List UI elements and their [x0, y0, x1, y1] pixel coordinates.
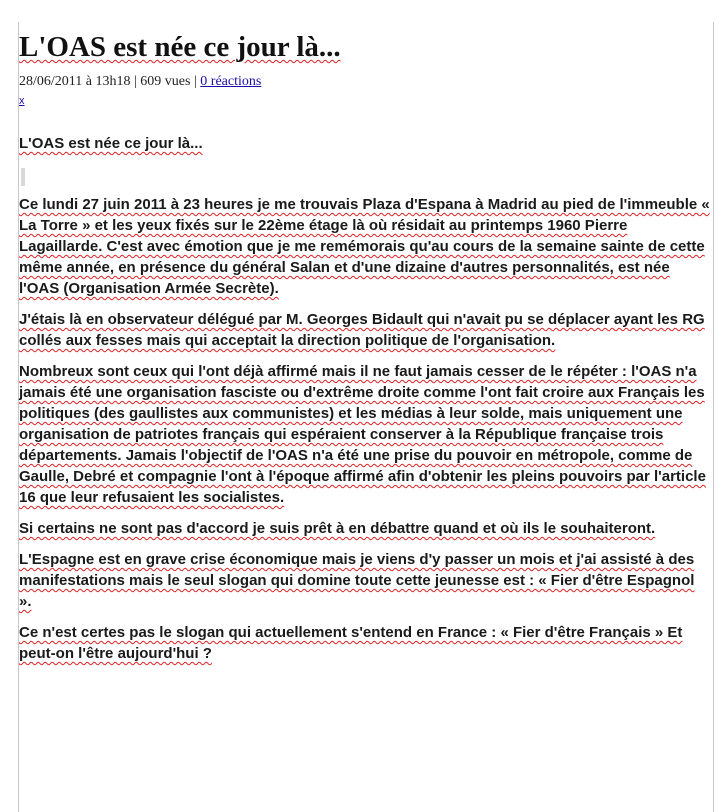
- article-headline-text: L'OAS est née ce jour là...: [19, 135, 203, 152]
- article: [19, 28, 711, 674]
- paragraph: [19, 361, 711, 508]
- paragraph: [19, 549, 711, 612]
- article-body[interactable]: [19, 133, 711, 664]
- paragraph: [19, 622, 711, 664]
- article-title: [19, 28, 711, 66]
- article-views: 609 vues: [140, 74, 191, 89]
- paragraph: [19, 518, 711, 539]
- reactions-link[interactable]: 0 réactions: [200, 74, 262, 89]
- paragraph-text: Ce n'est certes pas le slogan qui actuellement s'entend en France : « Fier d'être Français » Et peut-on l'être aujourd'hui ?: [19, 624, 683, 662]
- paragraph: [19, 309, 711, 351]
- paragraph: [19, 194, 711, 299]
- paragraph-text: Si certains ne sont pas d'accord je suis prêt à en débattre quand et où ils le souhaiteront.: [19, 520, 656, 537]
- meta-separator: |: [133, 74, 141, 89]
- article-date: 28/06/2011 à 13h18: [19, 74, 131, 89]
- paragraph-text: Ce lundi 27 juin 2011 à 23 heures je me trouvais Plaza d'Espana à Madrid au pied de l'immeuble « La Torre » et les yeux fixés sur le 22ème étage là où résidait au printemps 1960 Pierre Lagaillarde. C'est avec émotion que je me remémorais qu'au cours de la semaine sainte de cette même année, en présence du général Salan et d'une dizaine d'autres personnalités, est née l'OAS (Organisation Armée Secrète).: [19, 196, 710, 297]
- paragraph-text: L'Espagne est en grave crise économique mais je viens d'y passer un mois et j'ai assisté à des manifestations mais le seul slogan qui domine toute cette jeunesse est : « Fier d'être Espagnol ».: [19, 551, 695, 610]
- text-cursor: [21, 168, 25, 186]
- article-meta: [19, 73, 711, 91]
- broken-image-icon[interactable]: x: [19, 95, 25, 107]
- article-headline: [19, 133, 711, 154]
- article-title-text: L'OAS est née ce jour là...: [19, 31, 341, 63]
- paragraph-text: J'étais là en observateur délégué par M. Georges Bidault qui n'avait pu se déplacer ayant les RG collés aux fesses mais qui acceptait la direction politique de l'organisation.: [19, 311, 705, 349]
- paragraph-text: Nombreux sont ceux qui l'ont déjà affirmé mais il ne faut jamais cesser de le répéter : l'OAS n'a jamais été une organisation fasciste ou d'extrême droite comme l'ont fait croire aux Français les politiques (des gaullistes aux communistes) et les médias à leur solde, mais uniquement une organisation de patriotes français qui espéraient conserver à la République française trois départements. Jamais l'objectif de l'OAS n'a été une prise du pouvoir en métropole, comme de Gaulle, Debré et compagnie l'ont à l'époque affirmé afin d'obtenir les pleins pouvoirs par l'article 16 que leur refusaient les socialistes.: [19, 363, 706, 506]
- meta-separator: |: [193, 74, 201, 89]
